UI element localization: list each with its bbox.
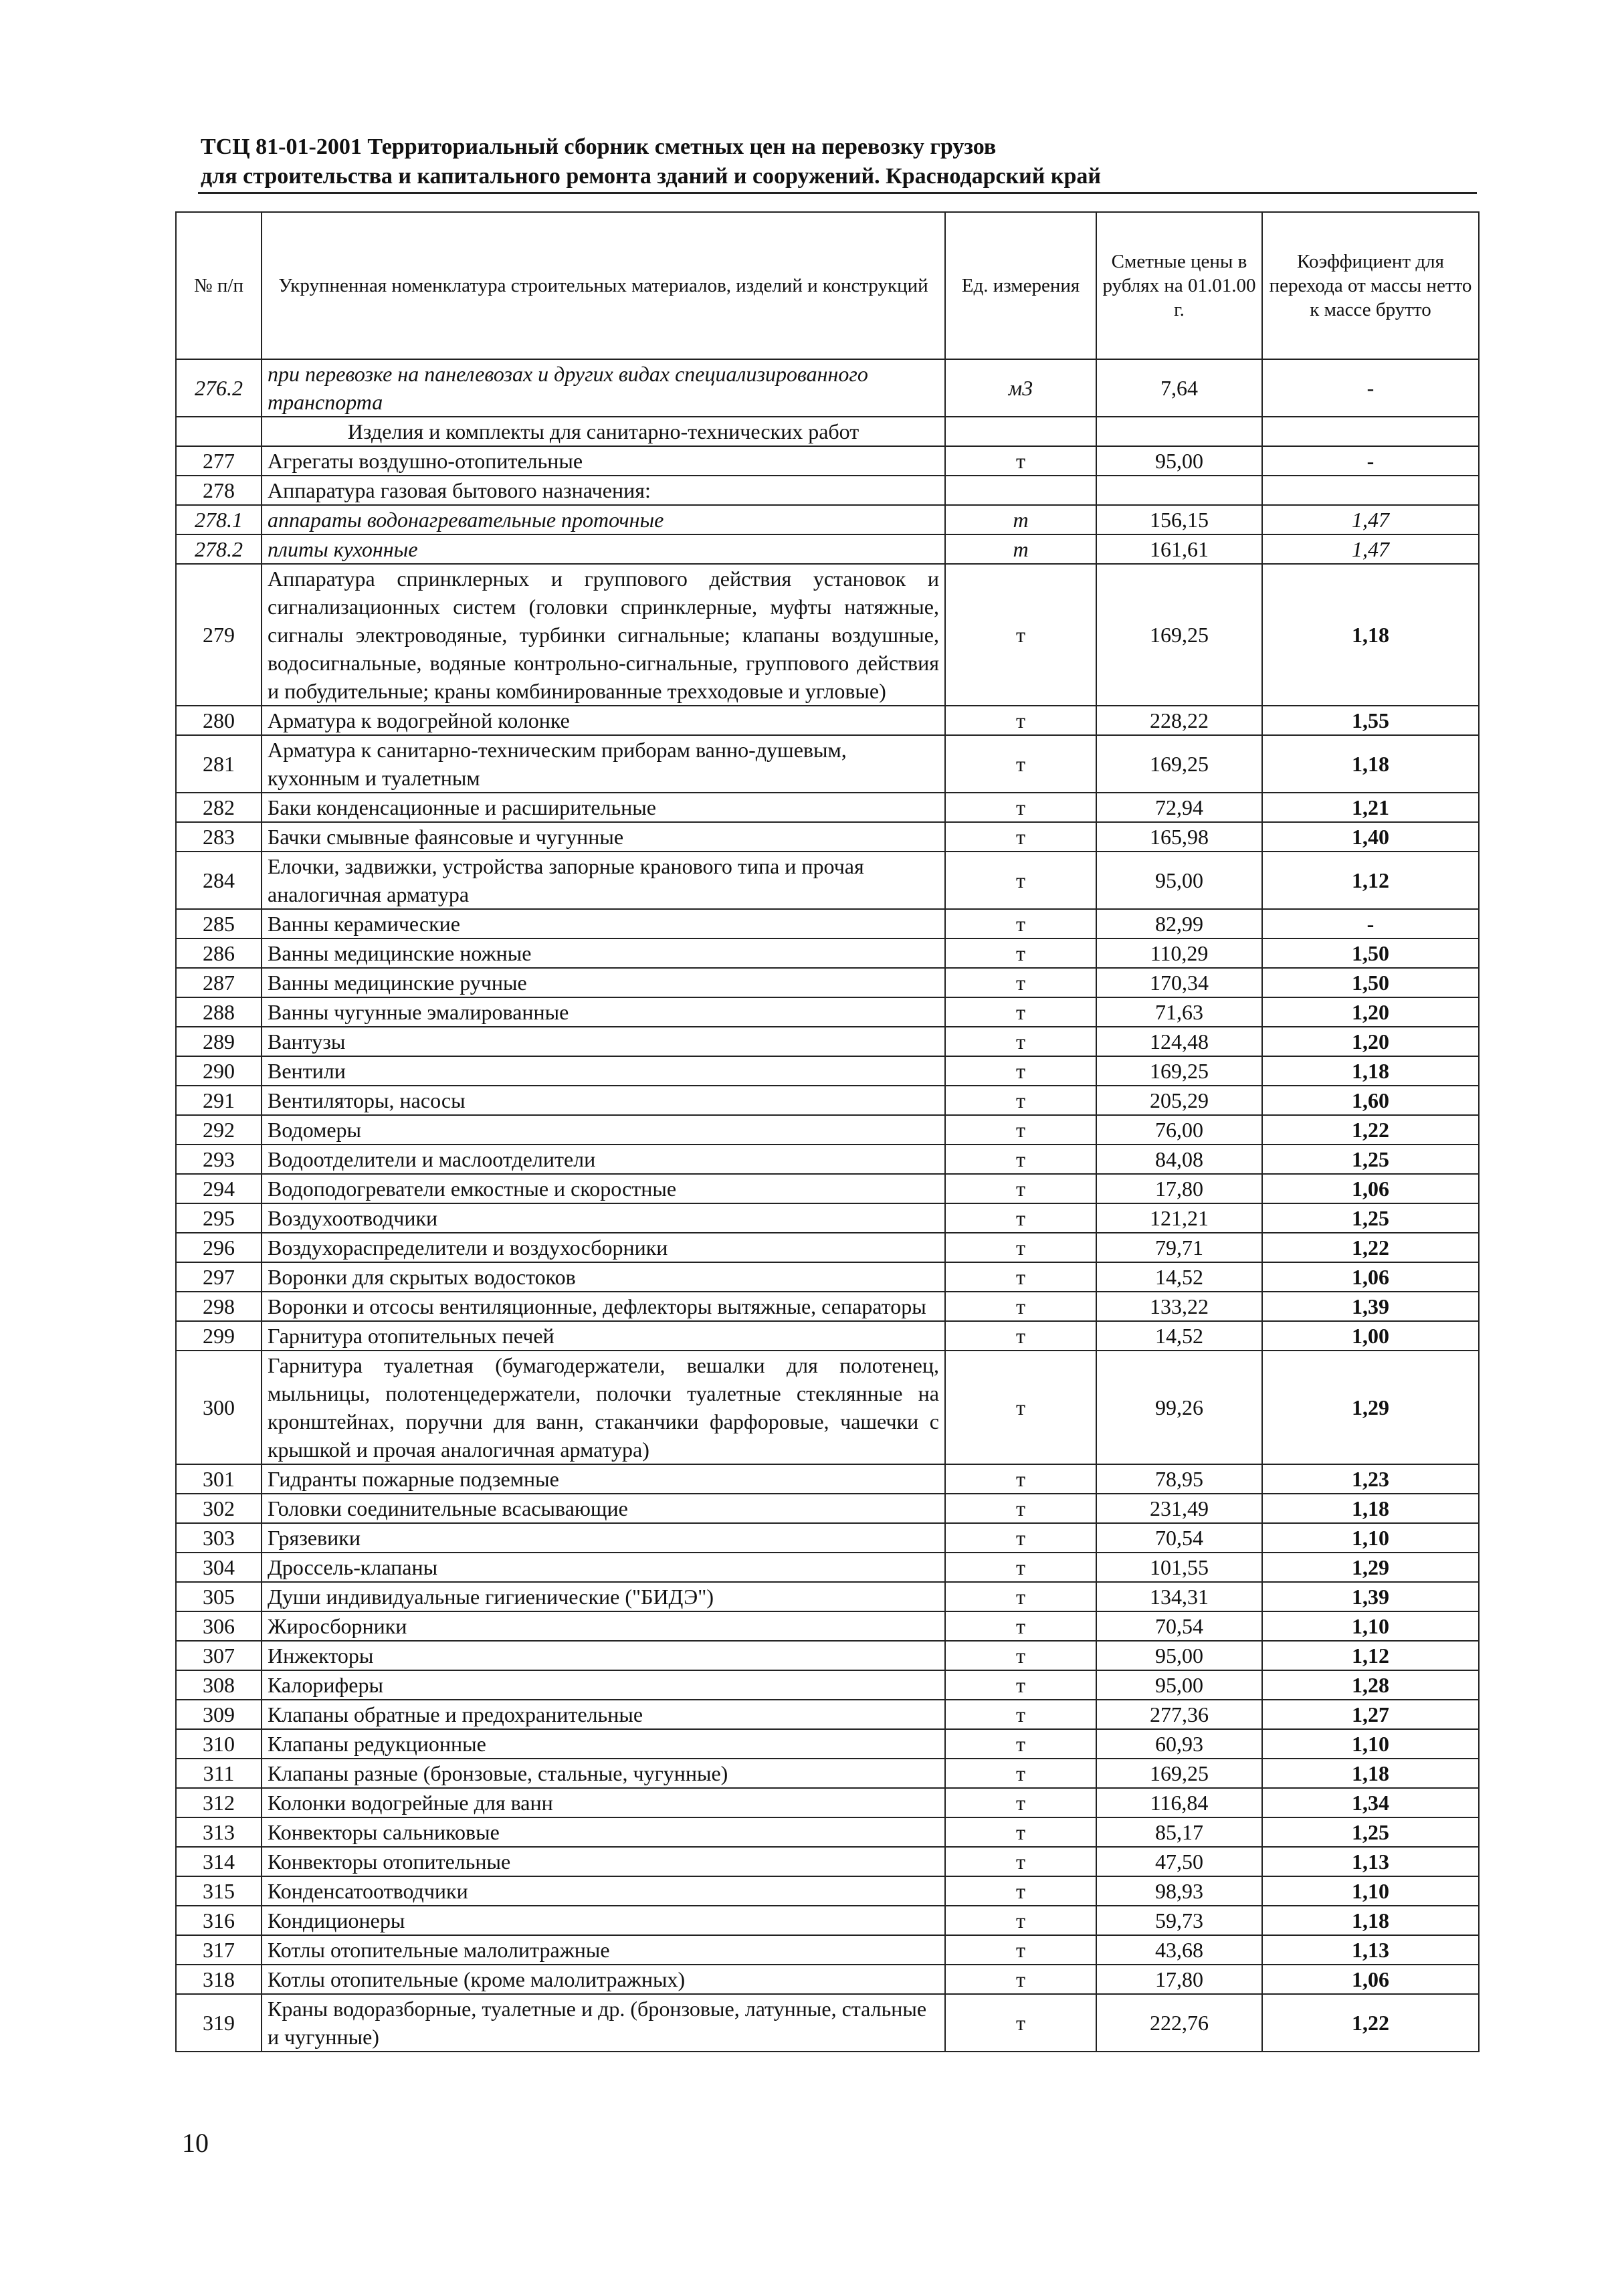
table-row [176, 909, 1479, 938]
table-row [176, 534, 1479, 564]
row-number: 318 [176, 1965, 262, 1994]
table-row [176, 1145, 1479, 1174]
column-header-number: № п/п [176, 212, 262, 359]
table-row [176, 1233, 1479, 1262]
row-number: 306 [176, 1611, 262, 1641]
item-name: Клапаны разные (бронзовые, стальные, чугунные) [262, 1759, 945, 1788]
coefficient-cell: 1,06 [1262, 1965, 1479, 1994]
header-title-line-2: для строительства и капитального ремонта зданий и сооружений. Краснодарский край [201, 164, 1101, 189]
table-row [176, 938, 1479, 968]
table-row [176, 1351, 1479, 1464]
coefficient-cell: 1,10 [1262, 1523, 1479, 1553]
unit-cell: т [945, 1027, 1096, 1056]
unit-cell: м3 [945, 359, 1096, 417]
unit-cell: т [945, 1700, 1096, 1729]
item-name: Арматура к санитарно-техническим приборам ванно-душевым, кухонным и туалетным [262, 735, 945, 793]
item-name: при перевозке на панелевозах и других видах специализированного транспорта [262, 359, 945, 417]
coefficient-cell: 1,06 [1262, 1262, 1479, 1292]
price-cell: 231,49 [1096, 1494, 1262, 1523]
coefficient-cell: 1,40 [1262, 822, 1479, 852]
price-cell: 70,54 [1096, 1611, 1262, 1641]
coefficient-cell: 1,39 [1262, 1582, 1479, 1611]
item-name: Ванны керамические [262, 909, 945, 938]
table-row [176, 968, 1479, 997]
price-cell: 82,99 [1096, 909, 1262, 938]
item-name: Конденсатоотводчики [262, 1876, 945, 1906]
table-row [176, 1788, 1479, 1817]
item-name: Дроссель-клапаны [262, 1553, 945, 1582]
coefficient-cell: 1,12 [1262, 1641, 1479, 1670]
price-cell: 101,55 [1096, 1553, 1262, 1582]
coefficient-cell: 1,28 [1262, 1670, 1479, 1700]
item-name: Котлы отопительные малолитражные [262, 1935, 945, 1965]
unit-cell: т [945, 735, 1096, 793]
item-name: Вентили [262, 1056, 945, 1086]
coefficient-cell [1262, 417, 1479, 446]
header-title-line-1: ТСЦ 81-01-2001 Территориальный сборник сметных цен на перевозку грузов [201, 134, 997, 159]
item-name: Вантузы [262, 1027, 945, 1056]
price-cell: 78,95 [1096, 1464, 1262, 1494]
coefficient-cell: 1,23 [1262, 1464, 1479, 1494]
unit-cell: т [945, 1817, 1096, 1847]
unit-cell: т [945, 1174, 1096, 1203]
coefficient-cell: 1,20 [1262, 1027, 1479, 1056]
coefficient-cell: 1,47 [1262, 505, 1479, 534]
coefficient-cell: 1,29 [1262, 1351, 1479, 1464]
table-row [176, 1994, 1479, 2052]
item-name: Елочки, задвижки, устройства запорные кранового типа и прочая аналогичная арматура [262, 852, 945, 909]
unit-cell: т [945, 938, 1096, 968]
row-number: 293 [176, 1145, 262, 1174]
row-number: 313 [176, 1817, 262, 1847]
unit-cell: т [945, 1262, 1096, 1292]
table-row [176, 359, 1479, 417]
coefficient-cell [1262, 476, 1479, 505]
unit-cell: т [945, 1876, 1096, 1906]
row-number: 278.1 [176, 505, 262, 534]
coefficient-cell: 1,06 [1262, 1174, 1479, 1203]
table-row [176, 1611, 1479, 1641]
document-header [201, 132, 1485, 191]
unit-cell: т [945, 1670, 1096, 1700]
row-number: 316 [176, 1906, 262, 1935]
row-number: 314 [176, 1847, 262, 1876]
item-name: Инжекторы [262, 1641, 945, 1670]
table-row [176, 706, 1479, 735]
price-cell: 14,52 [1096, 1321, 1262, 1351]
coefficient-cell: 1,27 [1262, 1700, 1479, 1729]
price-cell: 222,76 [1096, 1994, 1262, 2052]
table-row [176, 1817, 1479, 1847]
price-cell: 170,34 [1096, 968, 1262, 997]
row-number: 298 [176, 1292, 262, 1321]
coefficient-cell: 1,10 [1262, 1729, 1479, 1759]
price-cell: 169,25 [1096, 735, 1262, 793]
table-row [176, 1027, 1479, 1056]
row-number: 276.2 [176, 359, 262, 417]
price-cell: 228,22 [1096, 706, 1262, 735]
unit-cell: т [945, 1203, 1096, 1233]
coefficient-cell: 1,10 [1262, 1611, 1479, 1641]
item-name: Бачки смывные фаянсовые и чугунные [262, 822, 945, 852]
coefficient-cell: 1,18 [1262, 1759, 1479, 1788]
price-cell: 95,00 [1096, 1670, 1262, 1700]
table-row [176, 1523, 1479, 1553]
price-cell: 124,48 [1096, 1027, 1262, 1056]
row-number [176, 417, 262, 446]
unit-cell: т [945, 1965, 1096, 1994]
item-name: Конвекторы сальниковые [262, 1817, 945, 1847]
item-name: Агрегаты воздушно-отопительные [262, 446, 945, 476]
price-cell: 72,94 [1096, 793, 1262, 822]
unit-cell: т [945, 1056, 1096, 1086]
table-row [176, 476, 1479, 505]
row-number: 284 [176, 852, 262, 909]
unit-cell: т [945, 1523, 1096, 1553]
table-row [176, 1876, 1479, 1906]
coefficient-cell: 1,47 [1262, 534, 1479, 564]
item-name: Водоотделители и маслоотделители [262, 1145, 945, 1174]
item-name: Гарнитура отопительных печей [262, 1321, 945, 1351]
coefficient-cell: 1,22 [1262, 1115, 1479, 1145]
table-row [176, 1464, 1479, 1494]
item-name: Головки соединительные всасывающие [262, 1494, 945, 1523]
row-number: 311 [176, 1759, 262, 1788]
item-name: Вентиляторы, насосы [262, 1086, 945, 1115]
price-cell: 17,80 [1096, 1965, 1262, 1994]
table-body [176, 359, 1479, 2052]
item-name: Ванны чугунные эмалированные [262, 997, 945, 1027]
table-row [176, 1906, 1479, 1935]
table-row [176, 1292, 1479, 1321]
price-cell: 47,50 [1096, 1847, 1262, 1876]
column-header-coefficient: Коэффициент для перехода от массы нетто к массе брутто [1262, 212, 1479, 359]
unit-cell: т [945, 1292, 1096, 1321]
price-cell: 110,29 [1096, 938, 1262, 968]
coefficient-cell: 1,13 [1262, 1935, 1479, 1965]
page-number: 10 [182, 2128, 209, 2158]
table-row [176, 1174, 1479, 1203]
table-row [176, 1086, 1479, 1115]
coefficient-cell: 1,21 [1262, 793, 1479, 822]
item-name: Воздухоотводчики [262, 1203, 945, 1233]
unit-cell: т [945, 1729, 1096, 1759]
table-row [176, 997, 1479, 1027]
item-name: Клапаны обратные и предохранительные [262, 1700, 945, 1729]
item-name: Грязевики [262, 1523, 945, 1553]
coefficient-cell: 1,20 [1262, 997, 1479, 1027]
price-cell: 7,64 [1096, 359, 1262, 417]
row-number: 277 [176, 446, 262, 476]
row-number: 285 [176, 909, 262, 938]
coefficient-cell: 1,50 [1262, 938, 1479, 968]
price-cell: 84,08 [1096, 1145, 1262, 1174]
row-number: 305 [176, 1582, 262, 1611]
row-number: 315 [176, 1876, 262, 1906]
price-cell: 14,52 [1096, 1262, 1262, 1292]
item-name: Конвекторы отопительные [262, 1847, 945, 1876]
section-row [176, 417, 1479, 446]
column-header-unit: Ед. измерения [945, 212, 1096, 359]
price-cell: 70,54 [1096, 1523, 1262, 1553]
unit-cell: т [945, 446, 1096, 476]
coefficient-cell: 1,18 [1262, 1494, 1479, 1523]
unit-cell: т [945, 1321, 1096, 1351]
table-header-row [176, 212, 1479, 359]
item-name: Воронки и отсосы вентиляционные, дефлекторы вытяжные, сепараторы [262, 1292, 945, 1321]
unit-cell: т [945, 1582, 1096, 1611]
table-row [176, 446, 1479, 476]
row-number: 278.2 [176, 534, 262, 564]
row-number: 309 [176, 1700, 262, 1729]
table-row [176, 852, 1479, 909]
unit-cell: т [945, 1233, 1096, 1262]
price-cell: 134,31 [1096, 1582, 1262, 1611]
unit-cell: т [945, 1935, 1096, 1965]
row-number: 288 [176, 997, 262, 1027]
unit-cell: т [945, 1145, 1096, 1174]
row-number: 303 [176, 1523, 262, 1553]
coefficient-cell: 1,34 [1262, 1788, 1479, 1817]
header-rule [198, 192, 1477, 194]
row-number: 281 [176, 735, 262, 793]
item-name: Котлы отопительные (кроме малолитражных) [262, 1965, 945, 1994]
coefficient-cell: 1,22 [1262, 1994, 1479, 2052]
table-row [176, 1700, 1479, 1729]
item-name: аппараты водонагревательные проточные [262, 505, 945, 534]
price-cell: 277,36 [1096, 1700, 1262, 1729]
unit-cell: т [945, 706, 1096, 735]
price-cell: 95,00 [1096, 1641, 1262, 1670]
price-cell: 85,17 [1096, 1817, 1262, 1847]
unit-cell: т [945, 1494, 1096, 1523]
unit-cell: т [945, 1759, 1096, 1788]
item-name: Гидранты пожарные подземные [262, 1464, 945, 1494]
table-row [176, 1056, 1479, 1086]
item-name: плиты кухонные [262, 534, 945, 564]
unit-cell: т [945, 1788, 1096, 1817]
row-number: 308 [176, 1670, 262, 1700]
row-number: 278 [176, 476, 262, 505]
coefficient-cell: 1,18 [1262, 564, 1479, 706]
price-cell: 121,21 [1096, 1203, 1262, 1233]
coefficient-cell: 1,22 [1262, 1233, 1479, 1262]
unit-cell: т [945, 1906, 1096, 1935]
item-name: Аппаратура спринклерных и группового действия установок и сигнализационных систем (головки спринклерные, муфты натяжные, сигналы электроводяные, турбинки сигнальные; клапаны воздушные, водосигнальные, водяные контрольно-сигнальные, группового действия и побудительные; краны комбинированные трехходовые и угловые) [262, 564, 945, 706]
table-row [176, 1203, 1479, 1233]
row-number: 295 [176, 1203, 262, 1233]
unit-cell: т [945, 1464, 1096, 1494]
price-cell: 133,22 [1096, 1292, 1262, 1321]
row-number: 292 [176, 1115, 262, 1145]
table-row [176, 505, 1479, 534]
row-number: 280 [176, 706, 262, 735]
row-number: 291 [176, 1086, 262, 1115]
row-number: 289 [176, 1027, 262, 1056]
unit-cell: т [945, 822, 1096, 852]
unit-cell: т [945, 1115, 1096, 1145]
item-name: Баки конденсационные и расширительные [262, 793, 945, 822]
price-cell: 156,15 [1096, 505, 1262, 534]
row-number: 299 [176, 1321, 262, 1351]
price-cell: 95,00 [1096, 852, 1262, 909]
row-number: 317 [176, 1935, 262, 1965]
price-cell: 169,25 [1096, 1056, 1262, 1086]
unit-cell: т [945, 1994, 1096, 2052]
coefficient-cell: 1,25 [1262, 1145, 1479, 1174]
row-number: 282 [176, 793, 262, 822]
price-cell: 161,61 [1096, 534, 1262, 564]
coefficient-cell: 1,25 [1262, 1817, 1479, 1847]
item-name: Воронки для скрытых водостоков [262, 1262, 945, 1292]
unit-cell [945, 417, 1096, 446]
row-number: 297 [176, 1262, 262, 1292]
unit-cell: т [945, 534, 1096, 564]
row-number: 283 [176, 822, 262, 852]
table-row [176, 564, 1479, 706]
table-row [176, 1729, 1479, 1759]
unit-cell: т [945, 1553, 1096, 1582]
table-row [176, 1262, 1479, 1292]
coefficient-cell: - [1262, 359, 1479, 417]
coefficient-cell: 1,18 [1262, 735, 1479, 793]
table-row [176, 1759, 1479, 1788]
item-name: Аппаратура газовая бытового назначения: [262, 476, 945, 505]
table-row [176, 1670, 1479, 1700]
table-row [176, 1965, 1479, 1994]
unit-cell: т [945, 1611, 1096, 1641]
item-name: Клапаны редукционные [262, 1729, 945, 1759]
item-name: Души индивидуальные гигиенические ("БИДЭ") [262, 1582, 945, 1611]
table-row [176, 1494, 1479, 1523]
item-name: Колонки водогрейные для ванн [262, 1788, 945, 1817]
row-number: 302 [176, 1494, 262, 1523]
item-name: Ванны медицинские ножные [262, 938, 945, 968]
price-cell: 60,93 [1096, 1729, 1262, 1759]
row-number: 312 [176, 1788, 262, 1817]
coefficient-cell: 1,29 [1262, 1553, 1479, 1582]
price-cell: 95,00 [1096, 446, 1262, 476]
table-row [176, 822, 1479, 852]
price-cell: 76,00 [1096, 1115, 1262, 1145]
item-name: Изделия и комплекты для санитарно-технических работ [262, 417, 945, 446]
coefficient-cell: 1,00 [1262, 1321, 1479, 1351]
coefficient-cell: 1,55 [1262, 706, 1479, 735]
unit-cell: т [945, 997, 1096, 1027]
unit-cell [945, 476, 1096, 505]
item-name: Воздухораспределители и воздухосборники [262, 1233, 945, 1262]
coefficient-cell: 1,10 [1262, 1876, 1479, 1906]
row-number: 307 [176, 1641, 262, 1670]
unit-cell: т [945, 505, 1096, 534]
coefficient-cell: 1,13 [1262, 1847, 1479, 1876]
price-cell: 116,84 [1096, 1788, 1262, 1817]
row-number: 301 [176, 1464, 262, 1494]
table-row [176, 793, 1479, 822]
price-cell: 165,98 [1096, 822, 1262, 852]
price-cell: 205,29 [1096, 1086, 1262, 1115]
row-number: 304 [176, 1553, 262, 1582]
table-row [176, 735, 1479, 793]
item-name: Кондиционеры [262, 1906, 945, 1935]
price-cell: 99,26 [1096, 1351, 1262, 1464]
item-name: Краны водоразборные, туалетные и др. (бронзовые, латунные, стальные и чугунные) [262, 1994, 945, 2052]
row-number: 319 [176, 1994, 262, 2052]
row-number: 287 [176, 968, 262, 997]
table-row [176, 1321, 1479, 1351]
row-number: 286 [176, 938, 262, 968]
coefficient-cell: 1,50 [1262, 968, 1479, 997]
coefficient-cell: 1,39 [1262, 1292, 1479, 1321]
item-name: Гарнитура туалетная (бумагодержатели, вешалки для полотенец, мыльницы, полотенцедержатели, полочки туалетные стеклянные на кронштейнах, поручни для ванн, стаканчики фарфоровые, чашечки с крышкой и прочая аналогичная арматура) [262, 1351, 945, 1464]
table-row [176, 1935, 1479, 1965]
price-cell: 59,73 [1096, 1906, 1262, 1935]
column-header-name: Укрупненная номенклатура строительных материалов, изделий и конструкций [262, 212, 945, 359]
unit-cell: т [945, 852, 1096, 909]
coefficient-cell: 1,18 [1262, 1056, 1479, 1086]
price-cell: 17,80 [1096, 1174, 1262, 1203]
row-number: 279 [176, 564, 262, 706]
coefficient-cell: 1,18 [1262, 1906, 1479, 1935]
price-cell: 43,68 [1096, 1935, 1262, 1965]
table-row [176, 1847, 1479, 1876]
item-name: Жиросборники [262, 1611, 945, 1641]
row-number: 310 [176, 1729, 262, 1759]
price-cell: 98,93 [1096, 1876, 1262, 1906]
coefficient-cell: 1,12 [1262, 852, 1479, 909]
row-number: 290 [176, 1056, 262, 1086]
unit-cell: т [945, 793, 1096, 822]
coefficient-cell: - [1262, 446, 1479, 476]
table-row [176, 1641, 1479, 1670]
price-cell [1096, 417, 1262, 446]
row-number: 300 [176, 1351, 262, 1464]
table-row [176, 1582, 1479, 1611]
unit-cell: т [945, 909, 1096, 938]
price-cell: 79,71 [1096, 1233, 1262, 1262]
item-name: Калориферы [262, 1670, 945, 1700]
price-cell [1096, 476, 1262, 505]
item-name: Водоподогреватели емкостные и скоростные [262, 1174, 945, 1203]
coefficient-cell: - [1262, 909, 1479, 938]
item-name: Ванны медицинские ручные [262, 968, 945, 997]
row-number: 296 [176, 1233, 262, 1262]
row-number: 294 [176, 1174, 262, 1203]
price-cell: 169,25 [1096, 564, 1262, 706]
coefficient-cell: 1,25 [1262, 1203, 1479, 1233]
unit-cell: т [945, 1641, 1096, 1670]
unit-cell: т [945, 1847, 1096, 1876]
table-row [176, 1553, 1479, 1582]
unit-cell: т [945, 968, 1096, 997]
unit-cell: т [945, 1351, 1096, 1464]
price-cell: 71,63 [1096, 997, 1262, 1027]
column-header-price: Сметные цены в рублях на 01.01.00 г. [1096, 212, 1262, 359]
item-name: Водомеры [262, 1115, 945, 1145]
coefficient-cell: 1,60 [1262, 1086, 1479, 1115]
price-table [175, 211, 1480, 2052]
unit-cell: т [945, 564, 1096, 706]
unit-cell: т [945, 1086, 1096, 1115]
table-row [176, 1115, 1479, 1145]
item-name: Арматура к водогрейной колонке [262, 706, 945, 735]
price-cell: 169,25 [1096, 1759, 1262, 1788]
